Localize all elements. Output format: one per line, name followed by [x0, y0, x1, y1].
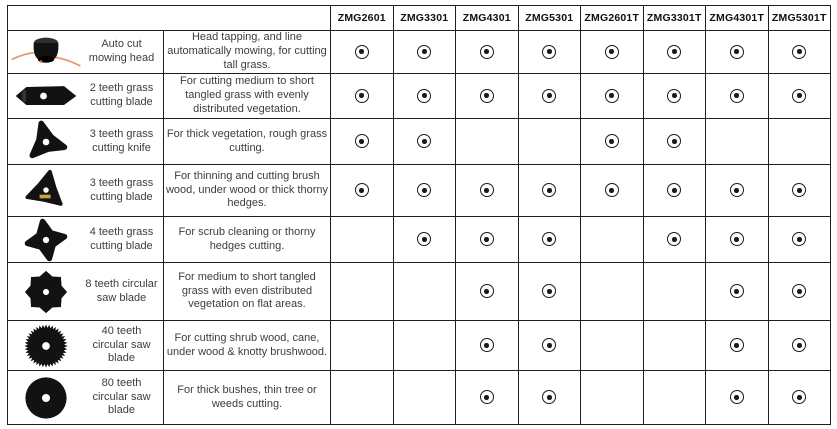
compat-cell-ZMG5301T — [768, 321, 831, 371]
compat-cell-ZMG3301T — [643, 31, 706, 74]
compat-cell-ZMG5301T — [768, 31, 831, 74]
fisheye-dot-icon — [605, 89, 619, 103]
product-cell — [8, 119, 164, 165]
compat-cell-ZMG4301T — [706, 321, 769, 371]
column-header-ZMG3301T: ZMG3301T — [643, 6, 706, 31]
compat-cell-ZMG2601 — [331, 74, 394, 119]
compat-cell-ZMG2601 — [331, 321, 394, 371]
3-teeth-grass-cutting-blade-icon — [8, 169, 84, 213]
fisheye-dot-icon — [667, 232, 681, 246]
compat-cell-ZMG5301T — [768, 371, 831, 425]
fisheye-dot-icon — [605, 45, 619, 59]
table-row — [8, 31, 831, 74]
compat-cell-ZMG2601T — [581, 165, 644, 217]
fisheye-dot-icon — [667, 134, 681, 148]
column-header-ZMG4301: ZMG4301 — [456, 6, 519, 31]
auto-cut-mowing-head-icon — [8, 32, 84, 72]
fisheye-dot-icon — [792, 232, 806, 246]
compatibility-table — [7, 5, 831, 425]
product-cell — [8, 31, 164, 74]
fisheye-dot-icon — [355, 183, 369, 197]
2-teeth-grass-cutting-blade-icon — [8, 78, 84, 114]
product-name: 3 teeth grass cutting knife — [89, 127, 154, 154]
fisheye-dot-icon — [417, 45, 431, 59]
table-row — [8, 321, 831, 371]
fisheye-dot-icon — [730, 89, 744, 103]
table-row — [8, 217, 831, 263]
compat-cell-ZMG4301T — [706, 74, 769, 119]
fisheye-dot-icon — [730, 45, 744, 59]
column-header-ZMG2601: ZMG2601 — [331, 6, 394, 31]
compat-cell-ZMG3301T — [643, 119, 706, 165]
fisheye-dot-icon — [355, 89, 369, 103]
fisheye-dot-icon — [417, 89, 431, 103]
product-name: 8 teeth circular saw blade — [85, 277, 158, 304]
product-cell — [8, 165, 164, 217]
compat-cell-ZMG3301T — [643, 217, 706, 263]
compat-cell-ZMG3301 — [393, 321, 456, 371]
compat-cell-ZMG3301T — [643, 263, 706, 321]
fisheye-dot-icon — [542, 390, 556, 404]
compat-cell-ZMG4301T — [706, 371, 769, 425]
compat-cell-ZMG5301 — [518, 217, 581, 263]
compat-cell-ZMG3301T — [643, 74, 706, 119]
compat-cell-ZMG5301 — [518, 321, 581, 371]
fisheye-dot-icon — [730, 338, 744, 352]
fisheye-dot-icon — [605, 183, 619, 197]
compat-cell-ZMG5301 — [518, 119, 581, 165]
table-row — [8, 371, 831, 425]
compat-cell-ZMG4301T — [706, 119, 769, 165]
compat-cell-ZMG4301 — [456, 217, 519, 263]
fisheye-dot-icon — [792, 89, 806, 103]
compat-cell-ZMG2601T — [581, 217, 644, 263]
header-corner-cell — [8, 6, 331, 31]
compat-cell-ZMG2601T — [581, 31, 644, 74]
compat-cell-ZMG5301T — [768, 263, 831, 321]
compat-cell-ZMG3301T — [643, 371, 706, 425]
compat-cell-ZMG2601 — [331, 31, 394, 74]
compat-cell-ZMG3301 — [393, 165, 456, 217]
fisheye-dot-icon — [480, 390, 494, 404]
compat-cell-ZMG5301 — [518, 74, 581, 119]
compat-cell-ZMG3301 — [393, 263, 456, 321]
fisheye-dot-icon — [480, 89, 494, 103]
product-cell — [8, 321, 164, 371]
fisheye-dot-icon — [355, 134, 369, 148]
fisheye-dot-icon — [792, 284, 806, 298]
product-name: 3 teeth grass cutting blade — [89, 176, 154, 203]
product-description: For cutting medium to short tangled grass with evenly distributed vegetation. — [164, 74, 331, 119]
compat-cell-ZMG2601T — [581, 119, 644, 165]
compat-cell-ZMG3301T — [643, 165, 706, 217]
8-teeth-circular-saw-blade-icon — [8, 269, 84, 315]
compat-cell-ZMG5301 — [518, 165, 581, 217]
fisheye-dot-icon — [542, 45, 556, 59]
column-header-ZMG2601T: ZMG2601T — [581, 6, 644, 31]
compat-cell-ZMG4301T — [706, 217, 769, 263]
compat-cell-ZMG4301 — [456, 321, 519, 371]
product-name: 40 teeth circular saw blade — [92, 324, 151, 365]
product-cell — [8, 74, 164, 119]
product-cell — [8, 371, 164, 425]
compat-cell-ZMG4301 — [456, 371, 519, 425]
compat-cell-ZMG3301T — [643, 321, 706, 371]
product-cell — [8, 263, 164, 321]
compat-cell-ZMG4301 — [456, 263, 519, 321]
column-header-ZMG5301: ZMG5301 — [518, 6, 581, 31]
fisheye-dot-icon — [730, 284, 744, 298]
compat-cell-ZMG2601 — [331, 371, 394, 425]
fisheye-dot-icon — [542, 284, 556, 298]
compat-cell-ZMG4301T — [706, 165, 769, 217]
fisheye-dot-icon — [480, 232, 494, 246]
compat-cell-ZMG2601 — [331, 263, 394, 321]
40-teeth-circular-saw-blade-icon — [8, 323, 84, 369]
fisheye-dot-icon — [792, 338, 806, 352]
product-name: 4 teeth grass cutting blade — [89, 225, 154, 252]
fisheye-dot-icon — [480, 338, 494, 352]
fisheye-dot-icon — [730, 183, 744, 197]
compat-cell-ZMG4301T — [706, 263, 769, 321]
fisheye-dot-icon — [730, 232, 744, 246]
compat-cell-ZMG5301T — [768, 119, 831, 165]
fisheye-dot-icon — [417, 183, 431, 197]
table-row — [8, 119, 831, 165]
fisheye-dot-icon — [792, 390, 806, 404]
fisheye-dot-icon — [730, 390, 744, 404]
fisheye-dot-icon — [667, 89, 681, 103]
fisheye-dot-icon — [355, 45, 369, 59]
compat-cell-ZMG4301 — [456, 31, 519, 74]
fisheye-dot-icon — [480, 183, 494, 197]
compat-cell-ZMG3301 — [393, 217, 456, 263]
fisheye-dot-icon — [542, 89, 556, 103]
compat-cell-ZMG2601 — [331, 119, 394, 165]
compat-cell-ZMG2601T — [581, 371, 644, 425]
3-teeth-grass-cutting-knife-icon — [8, 120, 84, 164]
fisheye-dot-icon — [417, 134, 431, 148]
compat-cell-ZMG2601 — [331, 217, 394, 263]
product-name: Auto cut mowing head — [88, 38, 155, 64]
fisheye-dot-icon — [417, 232, 431, 246]
product-description: For thick vegetation, rough grass cutting. — [164, 119, 331, 165]
table-row — [8, 74, 831, 119]
column-header-ZMG4301T: ZMG4301T — [706, 6, 769, 31]
fisheye-dot-icon — [480, 45, 494, 59]
compat-cell-ZMG5301T — [768, 74, 831, 119]
fisheye-dot-icon — [542, 183, 556, 197]
product-name: 2 teeth grass cutting blade — [89, 82, 154, 108]
compat-cell-ZMG5301T — [768, 165, 831, 217]
compat-cell-ZMG5301 — [518, 371, 581, 425]
compat-cell-ZMG4301 — [456, 119, 519, 165]
column-header-ZMG5301T: ZMG5301T — [768, 6, 831, 31]
fisheye-dot-icon — [792, 45, 806, 59]
compat-cell-ZMG2601T — [581, 263, 644, 321]
compat-cell-ZMG2601T — [581, 321, 644, 371]
table-row — [8, 165, 831, 217]
fisheye-dot-icon — [542, 232, 556, 246]
fisheye-dot-icon — [667, 45, 681, 59]
compat-cell-ZMG4301T — [706, 31, 769, 74]
product-description: Head tapping, and line automatically mowing, for cutting tall grass. — [164, 31, 331, 74]
compat-cell-ZMG2601 — [331, 165, 394, 217]
compat-cell-ZMG3301 — [393, 31, 456, 74]
fisheye-dot-icon — [667, 183, 681, 197]
compat-cell-ZMG5301T — [768, 217, 831, 263]
compat-cell-ZMG3301 — [393, 74, 456, 119]
product-description: For medium to short tangled grass with even distributed vegetation on flat areas. — [164, 263, 331, 321]
product-description: For scrub cleaning or thorny hedges cutting. — [164, 217, 331, 263]
compat-cell-ZMG4301 — [456, 74, 519, 119]
compat-cell-ZMG5301 — [518, 31, 581, 74]
fisheye-dot-icon — [792, 183, 806, 197]
4-teeth-grass-cutting-blade-icon — [8, 218, 84, 262]
product-name: 80 teeth circular saw blade — [92, 376, 151, 417]
compat-cell-ZMG2601T — [581, 74, 644, 119]
compat-cell-ZMG4301 — [456, 165, 519, 217]
product-cell — [8, 217, 164, 263]
fisheye-dot-icon — [605, 134, 619, 148]
fisheye-dot-icon — [542, 338, 556, 352]
compat-cell-ZMG3301 — [393, 119, 456, 165]
product-description: For thinning and cutting brush wood, under wood or thick thorny hedges. — [164, 165, 331, 217]
column-header-ZMG3301: ZMG3301 — [393, 6, 456, 31]
fisheye-dot-icon — [480, 284, 494, 298]
header-row — [8, 6, 831, 31]
table-row — [8, 263, 831, 321]
compat-cell-ZMG5301 — [518, 263, 581, 321]
compat-cell-ZMG3301 — [393, 371, 456, 425]
80-teeth-circular-saw-blade-icon — [8, 375, 84, 421]
product-description: For cutting shrub wood, cane, under wood & knotty brushwood. — [164, 321, 331, 371]
product-description: For thick bushes, thin tree or weeds cutting. — [164, 371, 331, 425]
